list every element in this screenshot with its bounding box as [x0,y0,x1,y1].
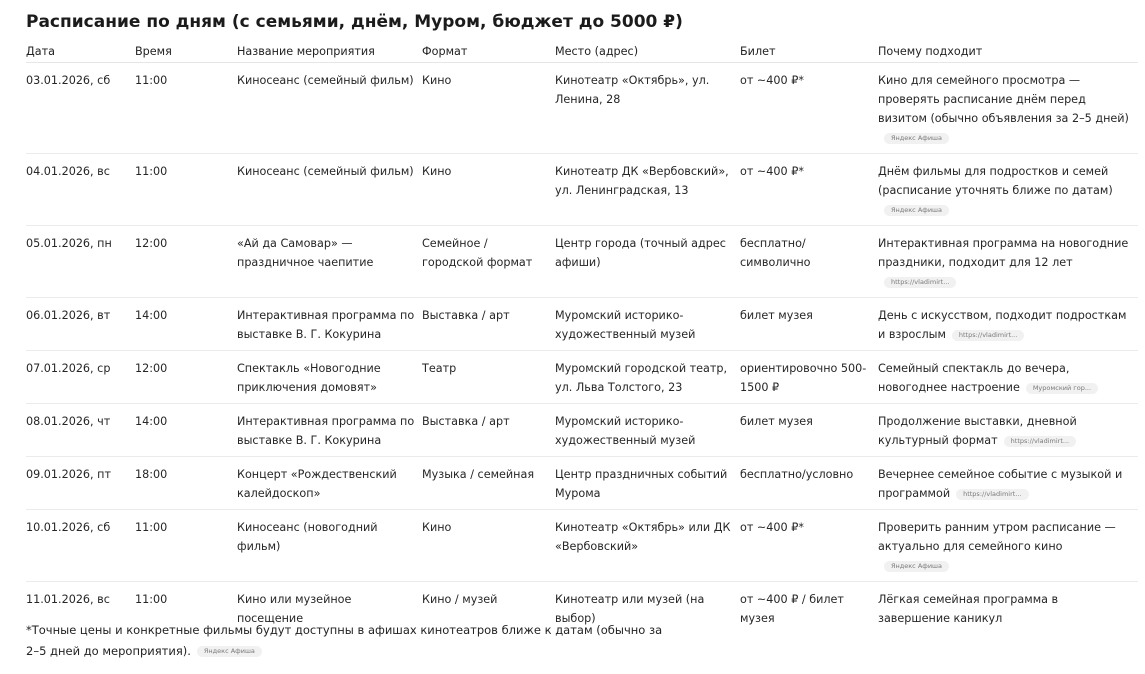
cell-format: Кино / музей [422,593,498,606]
cell-date: 11.01.2026, вс [26,593,110,606]
source-link-badge[interactable]: https://vladimirt... [1004,436,1076,447]
reason-text: Продолжение выставки, дневной культурный формат [878,415,1077,447]
cell-time: 18:00 [135,457,237,510]
table-row [26,351,1138,404]
table-row [26,63,1138,154]
cell-event-name: Киносеанс (новогодний фильм) [237,510,422,582]
column-header-place: Место (адрес) [555,40,740,63]
reason-text: Лёгкая семейная программа в завершение каникул [878,593,1059,625]
cell-format: Выставка / арт [422,298,555,351]
cell-date: 04.01.2026, вс [26,154,135,226]
column-header-ticket: Билет [740,40,878,63]
cell-time: 11:00 [135,510,237,582]
cell-date: 09.01.2026, пт [26,457,135,510]
cell-time: 14:00 [135,404,237,457]
cell-reason [878,154,1138,226]
table-row [26,404,1138,457]
cell-reason [878,404,1138,457]
column-header-time: Время [135,40,237,63]
cell-place: Муромский историко-художественный музей [555,404,740,457]
footnote-text: *Точные цены и конкретные фильмы будут доступны в афишах кинотеатров ближе к датам (обычно за 2–5 дней до мероприятия). [26,623,663,658]
cell-place: Кинотеатр «Октябрь», ул. Ленина, 28 [555,63,740,154]
cell-event-name: Интерактивная программа по выставке В. Г. Кокурина [237,404,422,457]
cell-place: Муромский городской театр, ул. Льва Толстого, 23 [555,351,740,404]
cell-time: 12:00 [135,351,237,404]
cell-reason [878,457,1138,510]
source-link-badge[interactable]: https://vladimirt... [956,489,1028,500]
reason-text: Интерактивная программа на новогодние праздники, подходит для 12 лет [878,237,1129,269]
cell-ticket: от ~400 ₽* [740,154,878,226]
cell-ticket: от ~400 ₽* [740,510,878,582]
reason-text: День с искусством, подходит подросткам и взрослым [878,309,1127,341]
cell-format: Кино [422,154,555,226]
table-header-row [26,40,1138,63]
cell-ticket: билет музея [740,404,878,457]
table-row [26,226,1138,298]
cell-format: Выставка / арт [422,404,555,457]
source-link-badge[interactable]: Яндекс Афиша [884,133,949,144]
schedule-table-body [26,63,1138,635]
cell-event-name: Киносеанс (семейный фильм) [237,154,422,226]
source-link-badge[interactable]: https://vladimirt... [884,277,956,288]
column-header-reason: Почему подходит [878,40,1138,63]
cell-ticket: бесплатно/условно [740,457,878,510]
page-title: Расписание по дням (с семьями, днём, Муром, бюджет до 5000 ₽) [26,12,683,32]
cell-place: Кинотеатр или музей (на выбор) [555,593,705,625]
table-row [26,298,1138,351]
cell-date: 10.01.2026, сб [26,510,135,582]
schedule-table [26,40,1138,634]
cell-event-name: Концерт «Рождественский калейдоскоп» [237,457,422,510]
cell-time: 11:00 [135,593,168,606]
source-link-badge[interactable]: Яндекс Афиша [884,205,949,216]
cell-ticket: ориентировочно 500-1500 ₽ [740,351,878,404]
cell-ticket: от ~400 ₽ / билет музея [740,593,844,625]
cell-ticket: билет музея [740,298,878,351]
cell-date: 08.01.2026, чт [26,404,135,457]
column-header-event-name: Название мероприятия [237,40,422,63]
reason-text: Проверить ранним утром расписание — актуально для семейного кино [878,521,1116,553]
cell-place: Кинотеатр ДК «Вербовский», ул. Ленинградская, 13 [555,154,740,226]
column-header-format: Формат [422,40,555,63]
table-row [26,154,1138,226]
cell-format: Музыка / семейная [422,457,555,510]
cell-date: 07.01.2026, ср [26,351,135,404]
cell-event-name: Киносеанс (семейный фильм) [237,63,422,154]
cell-time: 11:00 [135,154,237,226]
cell-format: Кино [422,63,555,154]
cell-event-name: Кино или музейное посещение [237,593,352,625]
cell-ticket: бесплатно/ символично [740,226,878,298]
cell-event-name: Спектакль «Новогодние приключения домовят» [237,351,422,404]
footnote [26,620,666,662]
cell-time: 12:00 [135,226,237,298]
cell-date: 05.01.2026, пн [26,226,135,298]
reason-text: Вечернее семейное событие с музыкой и программой [878,468,1123,500]
cell-reason [878,510,1138,582]
cell-place: Центр праздничных событий Мурома [555,457,740,510]
cell-event-name: Интерактивная программа по выставке В. Г. Кокурина [237,298,422,351]
cell-place: Кинотеатр «Октябрь» или ДК «Вербовский» [555,510,740,582]
cell-format: Театр [422,351,555,404]
cell-reason [878,63,1138,154]
cell-reason [878,582,1138,635]
cell-reason [878,351,1138,404]
source-link-badge[interactable]: https://vladimirt... [952,330,1024,341]
cell-place: Муромский историко-художественный музей [555,298,740,351]
cell-reason [878,298,1138,351]
table-row [26,457,1138,510]
cell-event-name: «Ай да Самовар» — праздничное чаепитие [237,226,422,298]
source-link-badge[interactable]: Яндекс Афиша [884,561,949,572]
cell-ticket: от ~400 ₽* [740,63,878,154]
reason-text: Днём фильмы для подростков и семей (расписание уточнять ближе по датам) [878,165,1113,197]
cell-reason [878,226,1138,298]
cell-time: 11:00 [135,63,237,154]
cell-format: Семейное / городской формат [422,226,555,298]
table-row [26,510,1138,582]
reason-text: Кино для семейного просмотра — проверять расписание днём перед визитом (обычно объявления за 2–5 дней) [878,74,1129,125]
cell-time: 14:00 [135,298,237,351]
cell-place: Центр города (точный адрес афиши) [555,226,740,298]
cell-format: Кино [422,510,555,582]
cell-date: 06.01.2026, вт [26,298,135,351]
cell-date: 03.01.2026, сб [26,63,135,154]
column-header-date: Дата [26,40,135,63]
source-link-badge[interactable]: Яндекс Афиша [197,646,262,657]
source-link-badge[interactable]: Муромский гор... [1026,383,1098,394]
reason-text: Семейный спектакль до вечера, новогоднее настроение [878,362,1070,394]
